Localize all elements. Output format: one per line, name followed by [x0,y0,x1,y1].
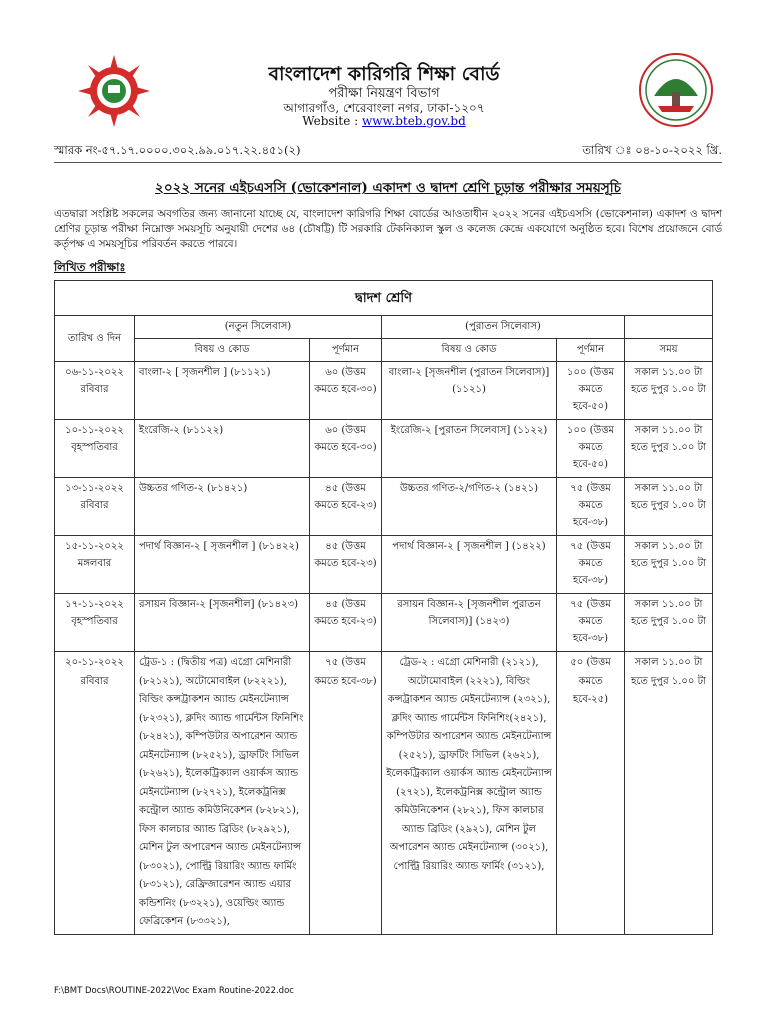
new-subject: রসায়ন বিজ্ঞান-২ [সৃজনশীল] (৮১৪২৩) [135,594,310,652]
exam-day: মঙ্গলবার [77,558,112,569]
org-address: আগারগাঁও, শেরেবাংলা নগর, ঢাকা-১২০৭ [283,101,485,115]
new-syllabus-header: (নতুন সিলেবাস) [135,316,382,339]
old-subject: ট্রেড-২ : এগ্রো মেশিনারী (২১২১), অটোমোবাইল (২২২১), বিল্ডিং কন্সট্রাকশন অ্যান্ড মেইনটেন্যান্স (২৩২১), ক্লদিং অ্যান্ড গার্মেন্টস ফিনিশিং(২৪২১), কম্পিউটার অপারেশন অ্যান্ড মেইনটেন্যান্স (২৫২১), ড্রাফটিং সিভিল (২৬২১), ইলেকট্রিক্যাল ওয়ার্কস অ্যান্ড মেইনটেন্যান্স (২৭২১), ইলেকট্রনিক্স কন্ট্রোল অ্যান্ড কমিউনিকেশন (২৮২১), ফিস কালচার অ্যান্ড ব্রিডিং (২৯২১), মেশিন টুল অপারেশন অ্যান্ড মেইনটেন্যান্স (৩০২১), পোল্ট্রি রিয়ারিং অ্যান্ড ফার্মিং (৩১২১), [382,652,557,935]
old-marks: ৭৫ (উত্তম কমতে হবে-৩৮) [557,536,625,594]
exam-date: ১০-১১-২০২২ [65,425,124,436]
col-date-header: তারিখ ও দিন [55,316,135,362]
new-marks: ৪৫ (উত্তম কমতে হবে-২৩) [310,478,382,536]
new-marks: ৬০ (উত্তম কমতে হবে-৩০) [310,362,382,420]
new-marks: ৬০ (উত্তম কমতে হবে-৩০) [310,420,382,478]
old-marks: ৭৫ (উত্তম কমতে হবে-৩৮) [557,594,625,652]
old-marks: ৫০ (উত্তম কমতে হবে-২৫) [557,652,625,935]
new-subject: পদার্থ বিজ্ঞান-২ [ সৃজনশীল ] (৮১৪২২) [135,536,310,594]
old-marks: ১০০ (উত্তম কমতে হবে-৫০) [557,362,625,420]
exam-day: রবিবার [80,384,109,395]
grade-heading: দ্বাদশ শ্রেণি [55,281,713,316]
exam-date: ২০-১১-২০২২ [65,657,124,668]
new-marks: ৪৫ (উত্তম কমতে হবে-২৩) [310,594,382,652]
old-subject: উচ্চতর গণিত-২/গণিত-২ (১৪২১) [382,478,557,536]
old-subject: পদার্থ বিজ্ঞান-২ [ সৃজনশীল ] (১৪২২) [382,536,557,594]
new-subject: উচ্চতর গণিত-২ (৮১৪২১) [135,478,310,536]
new-subject: ইংরেজি-২ (৮১১২২) [135,420,310,478]
exam-day: বৃহস্পতিবার [71,616,118,627]
issue-date: তারিখ ঃ ০৪-১০-২০২২ খ্রি. [582,143,722,157]
exam-schedule-table [54,280,713,935]
table-row [55,536,713,594]
old-syllabus-header: (পুরাতন সিলেবাস) [382,316,625,339]
table-row [55,652,713,935]
exam-date: ১৩-১১-২০২২ [65,483,124,494]
exam-time: সকাল ১১.০০ টা হতে দুপুর ১.০০ টা [625,478,713,536]
exam-time: সকাল ১১.০০ টা হতে দুপুর ১.০০ টা [625,420,713,478]
exam-day: রবিবার [80,500,109,511]
exam-time: সকাল ১১.০০ টা হতে দুপুর ১.০০ টা [625,536,713,594]
mujib-borsho-emblem [638,52,714,128]
table-row [55,478,713,536]
old-marks: ১০০ (উত্তম কমতে হবে-৫০) [557,420,625,478]
exam-time: সকাল ১১.০০ টা হতে দুপুর ১.০০ টা [625,362,713,420]
new-marks: ৭৫ (উত্তম কমতে হবে-৩৮) [310,652,382,935]
document-title: ২০২২ সনের এইচএসসি (ভোকেশনাল) একাদশ ও দ্বাদশ শ্রেণি চূড়ান্ত পরীক্ষার সময়সূচি [155,180,621,196]
table-row [55,420,713,478]
board-seal-logo [78,55,150,127]
col-subject-header: বিষয় ও কোড [382,339,557,362]
memo-number: স্মারক নং-৫৭.১৭.০০০০.৩০২.৯৯.০১৭.২২.৪৫১(২) [54,143,301,157]
col-subject-header: বিষয় ও কোড [135,339,310,362]
file-path-footer: F:\BMT Docs\ROUTINE-2022\Voc Exam Routine-2022.doc [54,986,294,996]
old-marks: ৭৫ (উত্তম কমতে হবে-৩৮) [557,478,625,536]
new-subject: ট্রেড-১ : (দ্বিতীয় পত্র) এগ্রো মেশিনারী (৮২১২১), অটোমোবাইল (৮২২২১), বিল্ডিং কন্সট্রাকশন অ্যান্ড মেইনটেন্যান্স (৮২৩২১), ক্লদিং অ্যান্ড গার্মেন্টস ফিনিশিং (৮২৪২১), কম্পিউটার অপারেশন অ্যান্ড মেইনটেন্যান্স (৮২৫২১), ড্রাফটিং সিভিল (৮২৬২১), ইলেকট্রিক্যাল ওয়ার্কস অ্যান্ড মেইনটেন্যান্স (৮২৭২১), ইলেকট্রনিক্স কন্ট্রোল অ্যান্ড কমিউনিকেশন (৮২৮২১), ফিস কালচার অ্যান্ড ব্রিডিং (৮২৯২১), মেশিন টুল অপারেশন অ্যান্ড মেইনটেন্যান্স (৮৩০২১), পোল্ট্রি রিয়ারিং অ্যান্ড ফার্মিং (৮৩১২১), রেফ্রিজারেশন অ্যান্ড এয়ার কন্ডিশনিং (৮৩২২১), ওয়েল্ডিং অ্যান্ড ফেব্রিকেশন (৮৩৩২১), [135,652,310,935]
exam-day: রবিবার [80,675,109,687]
table-row [55,362,713,420]
exam-date: ১৫-১১-২০২২ [65,541,124,552]
old-subject: বাংলা-২ [সৃজনশীল (পুরাতন সিলেবাস)] (১১২১) [382,362,557,420]
col-time-header: সময় [625,339,713,362]
old-subject: রসায়ন বিজ্ঞান-২ [সৃজনশীল পুরাতন সিলেবাস)] (১৪২৩) [382,594,557,652]
website-line [180,114,588,128]
org-name: বাংলাদেশ কারিগরি শিক্ষা বোর্ড [268,63,500,85]
exam-date: ০৬-১১-২০২২ [65,367,124,378]
website-label: Website : [302,114,359,128]
written-exam-label: লিখিত পরীক্ষাঃ [54,260,126,274]
col-marks-header: পূর্ণমান [310,339,382,362]
new-marks: ৪৫ (উত্তম কমতে হবে-২৩) [310,536,382,594]
old-subject: ইংরেজি-২ [পুরাতন সিলেবাস] (১১২২) [382,420,557,478]
table-row [55,594,713,652]
website-link[interactable]: www.bteb.gov.bd [362,114,466,128]
intro-paragraph: এতদ্বারা সংশ্লিষ্ট সকলের অবগতির জন্য জানানো যাচ্ছে যে, বাংলাদেশ কারিগরি শিক্ষা বোর্ডের আওতাধীন ২০২২ সনের এইচএসসি (ভোকেশনাল) একাদশ ও দ্বাদশ শ্রেণির চূড়ান্ত পরীক্ষা নিম্নোক্ত সময়সূচি অনুযায়ী দেশের ৬৪ (চৌষট্টি) টি সরকারি টেকনিক্যাল স্কুল ও কলেজ কেন্দ্রে একযোগে অনুষ্ঠিত হবে। বিশেষ প্রয়োজনে বোর্ড কর্তৃপক্ষ এ সময়সূচির পরিবর্তন করতে পারবে। [54,208,722,250]
exam-time: সকাল ১১.০০ টা হতে দুপুর ১.০০ টা [625,652,713,935]
exam-date: ১৭-১১-২০২২ [65,599,124,610]
dept-name: পরীক্ষা নিয়ন্ত্রণ বিভাগ [328,86,440,101]
exam-day: বৃহস্পতিবার [71,442,118,453]
col-marks-header: পূর্ণমান [557,339,625,362]
exam-time: সকাল ১১.০০ টা হতে দুপুর ১.০০ টা [625,594,713,652]
divider [54,162,722,163]
new-subject: বাংলা-২ [ সৃজনশীল ] (৮১১২১) [135,362,310,420]
